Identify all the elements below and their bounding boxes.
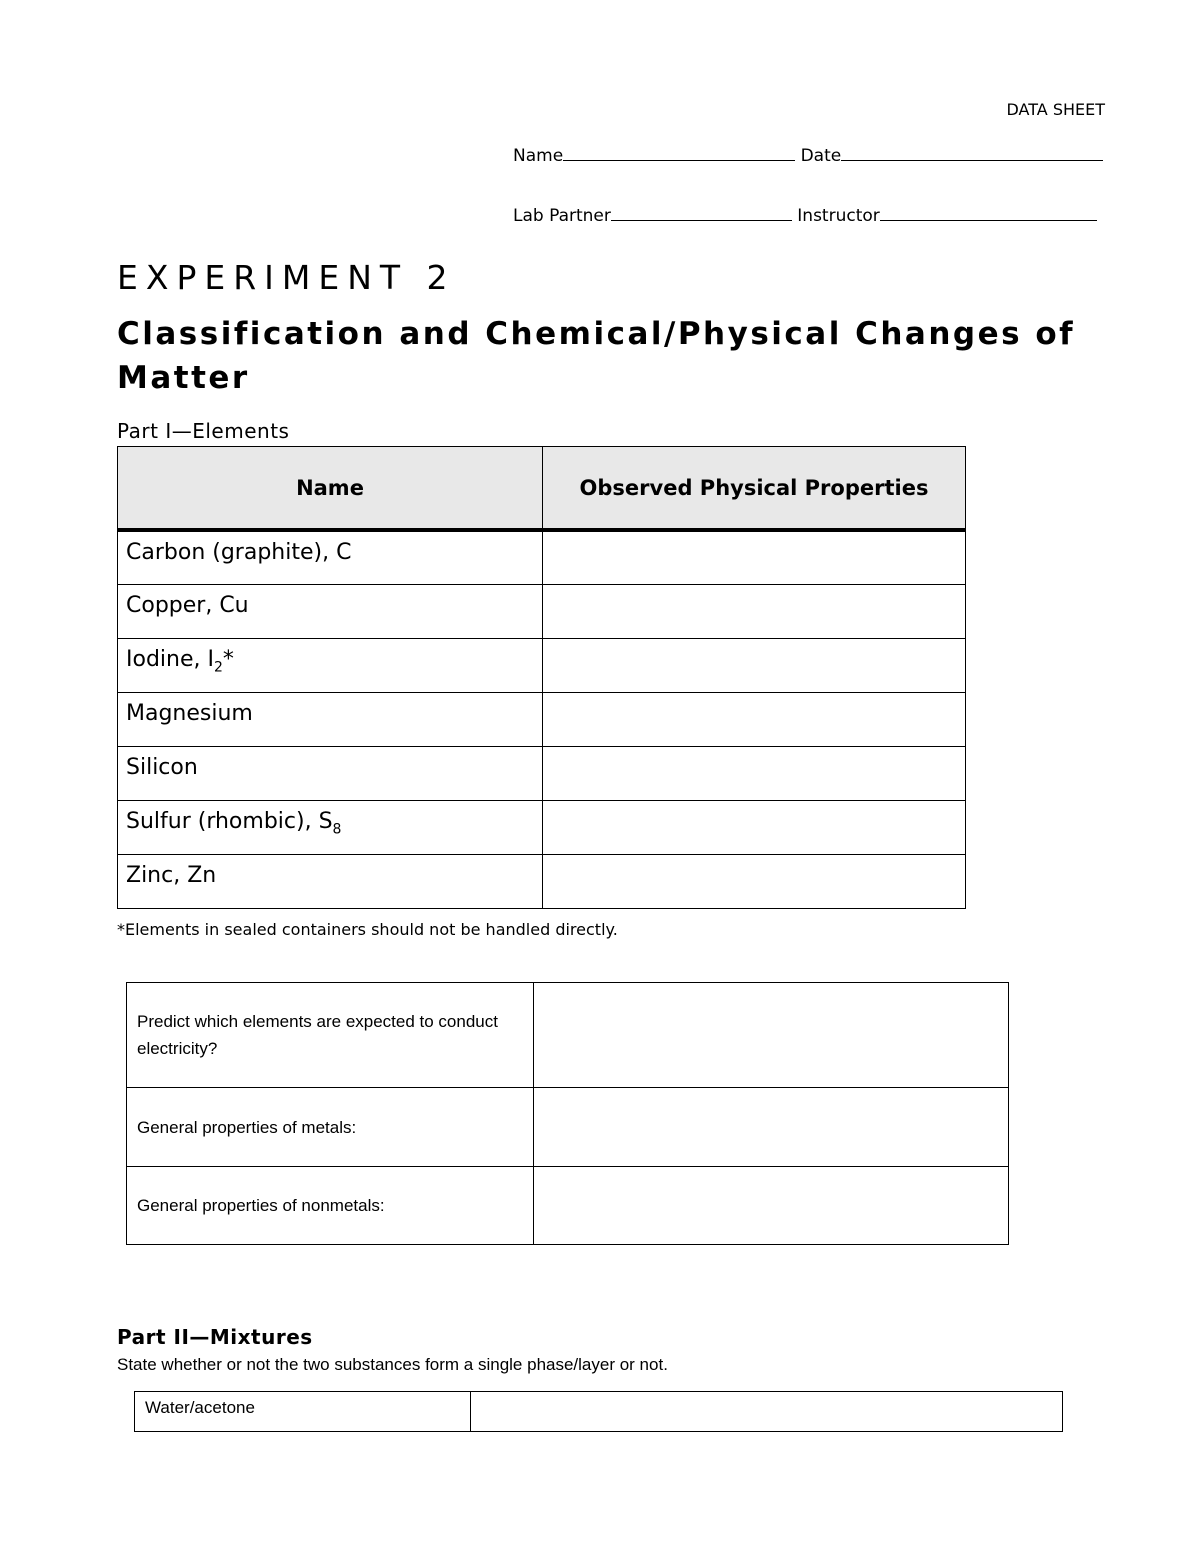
element-name-cell	[118, 584, 543, 638]
question-nonmetals: General properties of nonmetals:	[127, 1167, 534, 1245]
experiment-number: EXPERIMENT 2	[117, 258, 456, 297]
lab-partner-field[interactable]	[513, 203, 1097, 226]
page-title: Classification and Chemical/Physical Changes of Matter	[117, 316, 1076, 396]
mixtures-table	[134, 1391, 1063, 1432]
element-name-cell	[118, 638, 543, 692]
lab-partner-label: Lab Partner	[513, 206, 611, 226]
element-footnote-mark: *	[222, 646, 234, 672]
element-name-cell	[118, 746, 543, 800]
data-sheet-label: DATA SHEET	[1006, 100, 1105, 119]
element-name: Silicon	[126, 754, 198, 780]
element-name: Carbon (graphite), C	[126, 540, 352, 565]
element-name: Sulfur (rhombic), S	[126, 808, 333, 834]
table-row	[118, 638, 966, 692]
instructor-line[interactable]	[880, 203, 1097, 221]
element-name: Iodine, I	[126, 646, 214, 672]
col-name-header: Name	[118, 447, 543, 531]
name-field[interactable]	[513, 143, 1103, 166]
table-row	[118, 530, 966, 584]
table-row	[118, 746, 966, 800]
lab-partner-line[interactable]	[611, 203, 792, 221]
table-row	[118, 692, 966, 746]
table-row	[118, 800, 966, 854]
answer-nonmetals[interactable]	[534, 1167, 1009, 1245]
element-name-cell	[118, 800, 543, 854]
element-name: Zinc, Zn	[126, 862, 217, 888]
name-label: Name	[513, 146, 564, 166]
properties-cell[interactable]	[543, 638, 966, 692]
name-line[interactable]	[563, 143, 795, 161]
instructor-label: Instructor	[797, 206, 880, 226]
element-subscript: 8	[332, 820, 342, 837]
questions-table	[126, 982, 1009, 1245]
element-name-cell	[118, 854, 543, 908]
element-name: Magnesium	[126, 700, 253, 726]
question-conduct: Predict which elements are expected to conduct electricity?	[127, 983, 534, 1088]
part2-heading: Part II—Mixtures	[117, 1325, 313, 1349]
properties-cell[interactable]	[543, 584, 966, 638]
answer-conduct[interactable]	[534, 983, 1009, 1088]
answer-metals[interactable]	[534, 1088, 1009, 1167]
mixture-answer[interactable]	[471, 1392, 1063, 1432]
part1-heading: Part I—Elements	[117, 419, 290, 443]
col-properties-header: Observed Physical Properties	[543, 447, 966, 531]
footnote: *Elements in sealed containers should not be handled directly.	[117, 920, 618, 939]
date-label: Date	[800, 146, 842, 166]
table-row	[118, 854, 966, 908]
properties-cell[interactable]	[543, 800, 966, 854]
element-name-cell	[118, 530, 543, 584]
question-metals: General properties of metals:	[127, 1088, 534, 1167]
properties-cell[interactable]	[543, 530, 966, 584]
table-row	[118, 584, 966, 638]
element-subscript: 2	[213, 658, 223, 675]
properties-cell[interactable]	[543, 692, 966, 746]
properties-cell[interactable]	[543, 854, 966, 908]
element-name: Copper, Cu	[126, 592, 249, 618]
properties-cell[interactable]	[543, 746, 966, 800]
part2-instruction: State whether or not the two substances form a single phase/layer or not.	[117, 1355, 668, 1374]
date-line[interactable]	[841, 143, 1103, 161]
element-name-cell	[118, 692, 543, 746]
elements-table	[117, 446, 966, 909]
mixture-label: Water/acetone	[135, 1392, 471, 1432]
